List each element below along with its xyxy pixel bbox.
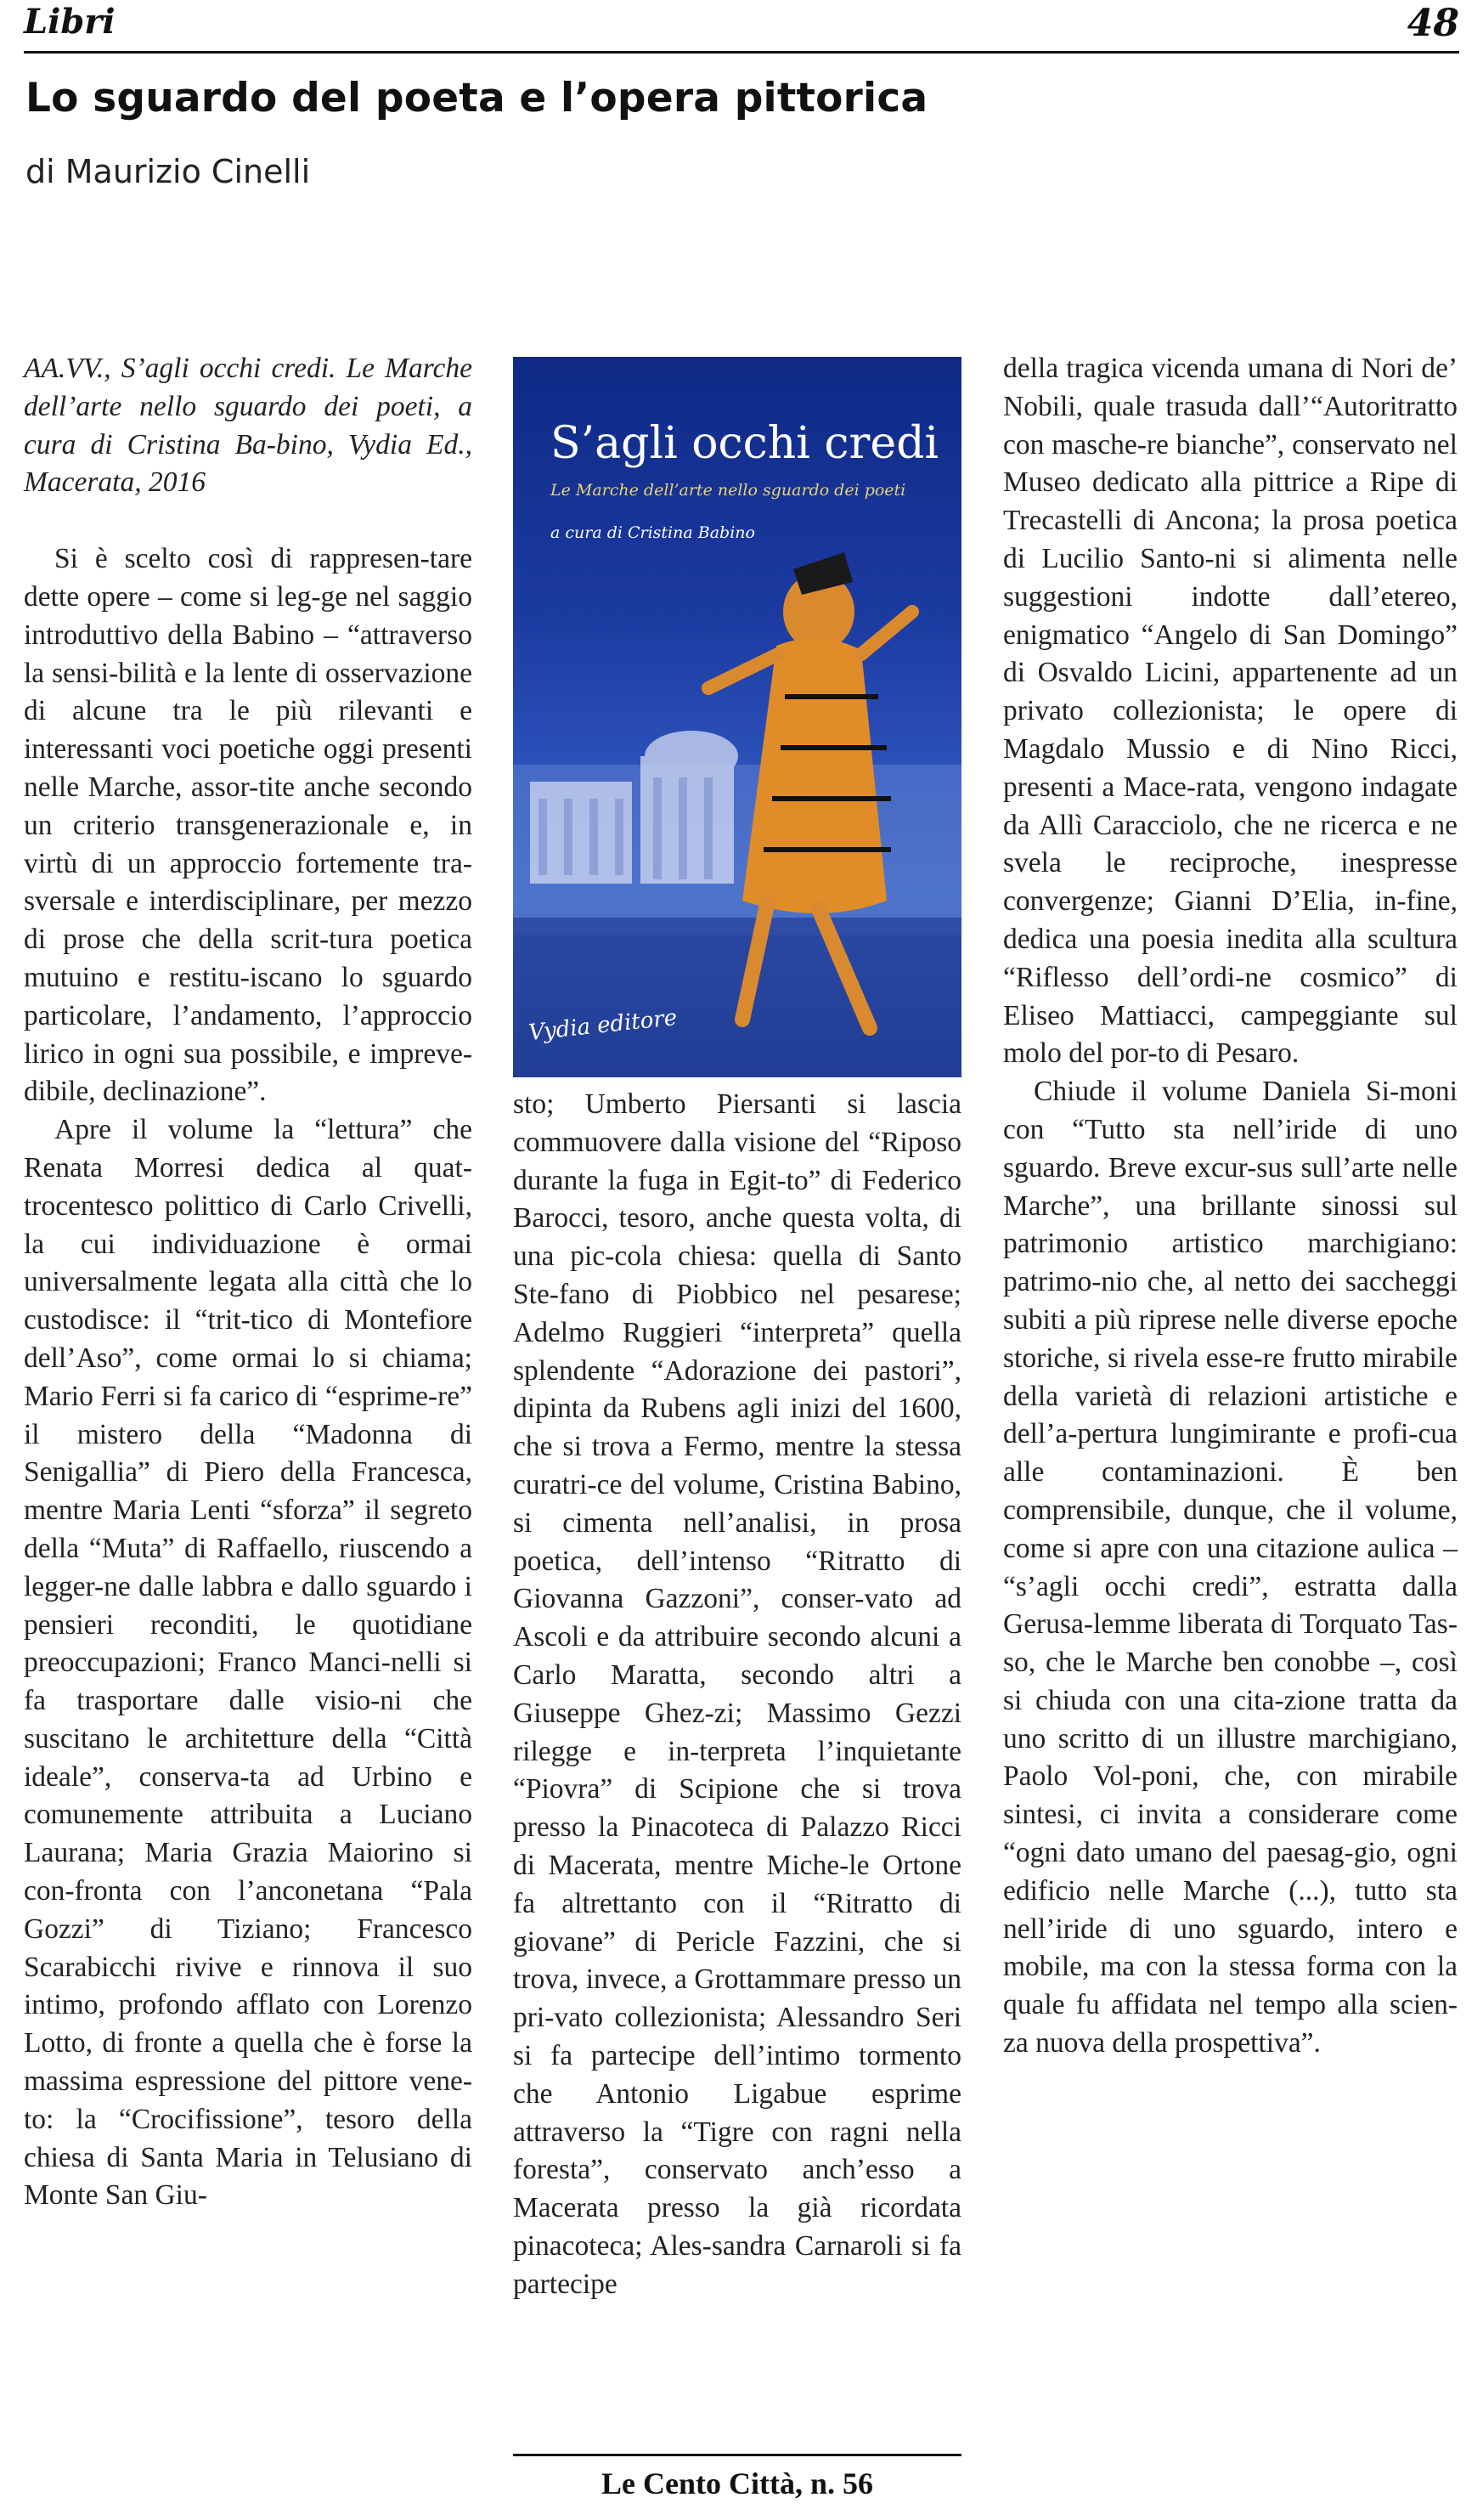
header-rule [24,51,1459,54]
article-title: Lo sguardo del poeta e l’opera pittorica [25,75,928,121]
paragraph-continuation: della tragica vicenda umana di Nori de’ Nobili, quale trasuda dall’“Autoritratto con masche-re bianche”, conservato nel Museo dedicato alla pittrice a Ripe di Trecastelli di Ancona; la prosa poetica di Lucilio Santo-ni si alimenta nelle suggestioni indotte dall’etereo, enigmatico “Angelo di San Domingo” di Osvaldo Licini, appartenente ad un privato collezionista; le opere di Magdalo Mussio e di Nino Ricci, presenti a Mace-rata, vengono indagate da Allì Caracciolo, che ne ricerca e ne svela le reciproche, inespresse convergenze; Gianni D’Elia, in-fine, dedica una poesia inedita alla scultura “Riflesso dell’ordi-ne cosmico” di Eliseo Mattiacci, campeggiante sul molo del por-to di Pesaro. [1003,353,1458,1070]
text-column-2 [513,1086,961,2304]
cover-curator: a cura di Cristina Babino [550,523,755,542]
footer-rule [513,2454,961,2456]
paragraph: Si è scelto così di rappresen-tare dette opere – come si leg-ge nel saggio introduttivo della Babino – “attraverso la sensi-bilità e la lente di osservazione di alcune tra le più rilevanti e interessanti voci poetiche oggi presenti nelle Marche, assor-tite anche secondo un criterio transgenerazionale e, in virtù di un approccio fortemente tra-sversale e interdisciplinare, per mezzo di prose che della scrit-tura poetica mutuino e restitu-iscano lo sguardo particolare, l’andamento, l’approccio lirico in ogni sua possibile, e impreve-dibile, declinazione”. [24,543,472,1108]
paragraph-continuation: sto; Umberto Piersanti si lascia commuovere dalla visione del “Riposo durante la fuga in Egit-to” di Federico Barocci, tesoro, anche questa volta, di una pic-cola chiesa: quella di Santo Ste-fano di Piobbico nel pesarese; Adelmo Ruggieri “interpreta” quella splendente “Adorazione dei pastori”, dipinta da Rubens agli inizi del 1600, che si trova a Fermo, mentre la stessa curatri-ce del volume, Cristina Babino, si cimenta nell’analisi, in prosa poetica, dell’intenso “Ritratto di Giovanna Gazzoni”, conser-vato ad Ascoli e da attribuire secondo alcuni a Carlo Maratta, secondo altri a Giuseppe Ghez-zi; Massimo Gezzi rilegge e in-terpreta l’inquietante “Piovra” di Scipione che si trova presso la Pinacoteca di Palazzo Ricci di Macerata, mentre Miche-le Ortone fa altrettanto con il “Ritratto di giovane” di Pericle Fazzini, che si trova, invece, a Grottammare presso un pri-vato collezionista; Alessandro Seri si fa partecipe dell’intimo tormento che Antonio Ligabue esprime attraverso la “Tigre con ragni nella foresta”, conservato anch’esso a Macerata presso la già ricordata pinacoteca; Ales-sandra Carnaroli si fa partecipe [513,1088,961,2300]
article-byline: di Maurizio Cinelli [25,153,311,190]
cover-subtitle: Le Marche dell’arte nello sguardo dei poeti [550,481,906,500]
page-number: 48 [1407,2,1459,45]
book-reference [24,350,472,502]
running-head [24,0,1459,53]
cover-title: S’agli occhi credi [550,418,939,469]
paragraph: Apre il volume la “lettura” che Renata Morresi dedica al quat-trocentesco polittico di Carlo Crivelli, la cui individuazione è ormai universalmente legata alla città che lo custodisce: il “trit-tico di Montefiore dell’Aso”, come ormai lo si chiama; Mario Ferri si fa carico di “esprime-re” il mistero della “Madonna di Senigallia” di Piero della Francesca, mentre Maria Lenti “sforza” il segreto della “Muta” di Raffaello, riuscendo a legger-ne dalle labbra e dallo sguardo i pensieri reconditi, le quotidiane preoccupazioni; Franco Manci-nelli si fa trasportare dalle visio-ni che suscitano le architetture della “Città ideale”, conserva-ta ad Urbino e comunemente attribuita a Luciano Laurana; Maria Grazia Maiorino si con-fronta con l’anconetana “Pala Gozzi” di Tiziano; Francesco Scarabicchi rivive e rinnova il suo intimo, profondo afflato con Lorenzo Lotto, di fronte a quella che è forse la massima espressione del pittore vene-to: la “Crocifissione”, tesoro della chiesa di Santa Maria in Telusiano di Monte San Giu- [24,1114,472,2212]
book-reference-text: AA.VV., S’agli occhi credi. Le Marche dell’arte nello sguardo dei poeti, a cura di Cristina Ba-bino, Vydia Ed., Macerata, 2016 [24,353,472,499]
section-name: Libri [24,2,116,42]
book-cover-image [513,357,961,1077]
publication-footer: Le Cento Città, n. 56 [601,2466,873,2500]
text-column-3 [1003,350,1458,2063]
paragraph: Chiude il volume Daniela Si-moni con “Tutto sta nell’iride di uno sguardo. Breve excur-sus sull’arte nelle Marche”, una brillante sinossi sul patrimonio artistico marchigiano: patrimo-nio che, al netto dei saccheggi subiti a più riprese nelle diverse epoche storiche, si rivela esse-re frutto mirabile della varietà di relazioni artistiche e dell’a-pertura lungimirante e profi-cua alle contaminazioni. È ben comprensibile, dunque, che il volume, come si apre con una citazione aulica – “s’agli occhi credi”, estratta dalla Gerusa-lemme liberata di Torquato Tas-so, che le Marche ben conobbe –, così si chiuda con una cita-zione tratta da uno scritto di un illustre marchigiano, Paolo Vol-poni, che, con mirabile sintesi, ci invita a considerare come “ogni dato umano del paesag-gio, ogni edificio nelle Marche (...), tutto sta nell’iride di uno sguardo, intero e mobile, ma con la stessa forma con la quale fu affidata nel tempo alla scien-za nuova della prospettiva”. [1003,1076,1458,2060]
text-column-1 [24,350,472,2215]
cover-publisher: Vydia editore [527,1004,679,1047]
